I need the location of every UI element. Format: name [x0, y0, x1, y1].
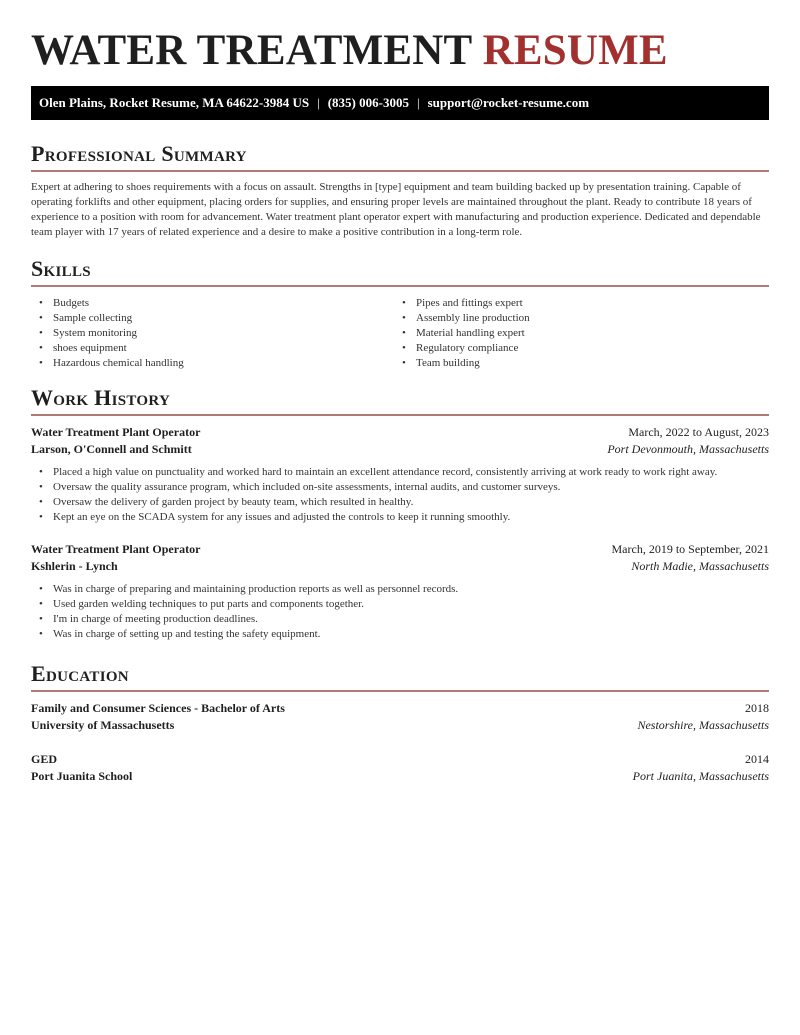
job-bullet: • I'm in charge of meeting production deadlines. [31, 612, 769, 627]
job-company: Larson, O'Connell and Schmitt [31, 442, 192, 456]
education-heading: Education [31, 661, 129, 686]
contact-bar [31, 86, 769, 120]
contact-address: Olen Plains, Rocket Resume, MA 64622-3984 US [39, 95, 310, 110]
job-bullet: • Oversaw the delivery of garden project by beauty team, which resulted in healthy. [31, 495, 769, 510]
skills-section [31, 256, 769, 371]
contact-email: support@rocket-resume.com [427, 95, 590, 110]
education-degree: Family and Consumer Sciences - Bachelor of Arts [31, 701, 285, 715]
section-divider [31, 285, 769, 287]
job-bullet: • Used garden welding techniques to put parts and components together. [31, 597, 769, 612]
education-school: Port Juanita School [31, 769, 133, 783]
skill-item: • System monitoring [31, 326, 394, 341]
resume-title [31, 26, 668, 76]
skills-column-left [31, 296, 394, 371]
summary-heading: Professional Summary [31, 141, 247, 166]
section-divider [31, 170, 769, 172]
job-title: Water Treatment Plant Operator [31, 425, 201, 439]
skill-item: • Budgets [31, 296, 394, 311]
contact-separator: | [416, 95, 420, 110]
section-divider [31, 690, 769, 692]
education-location: Nestorshire, Massachusetts [637, 718, 769, 732]
summary-text: Expert at adhering to shoes requirements with a focus on assault. Strengths in [type] equipment and team building backed up by presentation training. Capable of operating forklifts and other equipment, placing orders for supplies, and ensuring proper levels are maintained throughout the plant. Ready to contribute 18 years of experience to a position with room for advancement. Water treatment plant operator expert with manufacturing and production experience. Dedicated and dependable team player with 17 years of related experience and a desire to make a positive contribution in a long-term role. [31, 181, 761, 238]
summary-section [31, 141, 769, 240]
job-dates: March, 2019 to September, 2021 [611, 542, 769, 556]
skills-column-right [394, 296, 757, 371]
contact-phone: (835) 006-3005 [327, 95, 409, 110]
education-entry [31, 700, 769, 734]
job-bullets [31, 582, 769, 642]
skill-item: • Pipes and fittings expert [394, 296, 757, 311]
skills-heading: Skills [31, 256, 91, 281]
job-bullet: • Kept an eye on the SCADA system for any issues and adjusted the controls to keep it running smoothly. [31, 510, 769, 525]
education-location: Port Juanita, Massachusetts [632, 769, 769, 783]
education-section [31, 661, 769, 785]
contact-separator: | [317, 95, 320, 110]
education-degree: GED [31, 752, 58, 766]
education-entry [31, 751, 769, 785]
title-accent: RESUME [482, 27, 668, 74]
education-year: 2018 [745, 701, 769, 715]
job-bullet: • Was in charge of setting up and testing the safety equipment. [31, 627, 769, 642]
job-title: Water Treatment Plant Operator [31, 542, 201, 556]
skill-item: • Assembly line production [394, 311, 757, 326]
skill-item: • Material handling expert [394, 326, 757, 341]
job-location: North Madie, Massachusetts [631, 559, 769, 573]
skill-item: • Team building [394, 356, 757, 371]
job-entry [31, 424, 769, 525]
job-bullet: • Oversaw the quality assurance program, which included on-site assessments, internal audits, and customer surveys. [31, 480, 769, 495]
job-dates: March, 2022 to August, 2023 [628, 425, 769, 439]
title-main: WATER TREATMENT [31, 27, 472, 74]
skill-item: • Hazardous chemical handling [31, 356, 394, 371]
job-bullet: • Was in charge of preparing and maintaining production reports as well as personnel records. [31, 582, 769, 597]
job-company: Kshlerin - Lynch [31, 559, 118, 573]
section-divider [31, 414, 769, 416]
skill-item: • Regulatory compliance [394, 341, 757, 356]
skill-item: • shoes equipment [31, 341, 394, 356]
job-entry [31, 541, 769, 642]
job-bullets [31, 465, 769, 525]
work-history-section [31, 385, 769, 642]
job-location: Port Devonmouth, Massachusetts [607, 442, 769, 456]
education-year: 2014 [745, 752, 769, 766]
skills-grid [31, 296, 769, 371]
education-school: University of Massachusetts [31, 718, 175, 732]
skill-item: • Sample collecting [31, 311, 394, 326]
work-history-heading: Work History [31, 385, 171, 410]
job-bullet: • Placed a high value on punctuality and worked hard to maintain an excellent attendance record, consistently arriving at work ready to work right away. [31, 465, 769, 480]
